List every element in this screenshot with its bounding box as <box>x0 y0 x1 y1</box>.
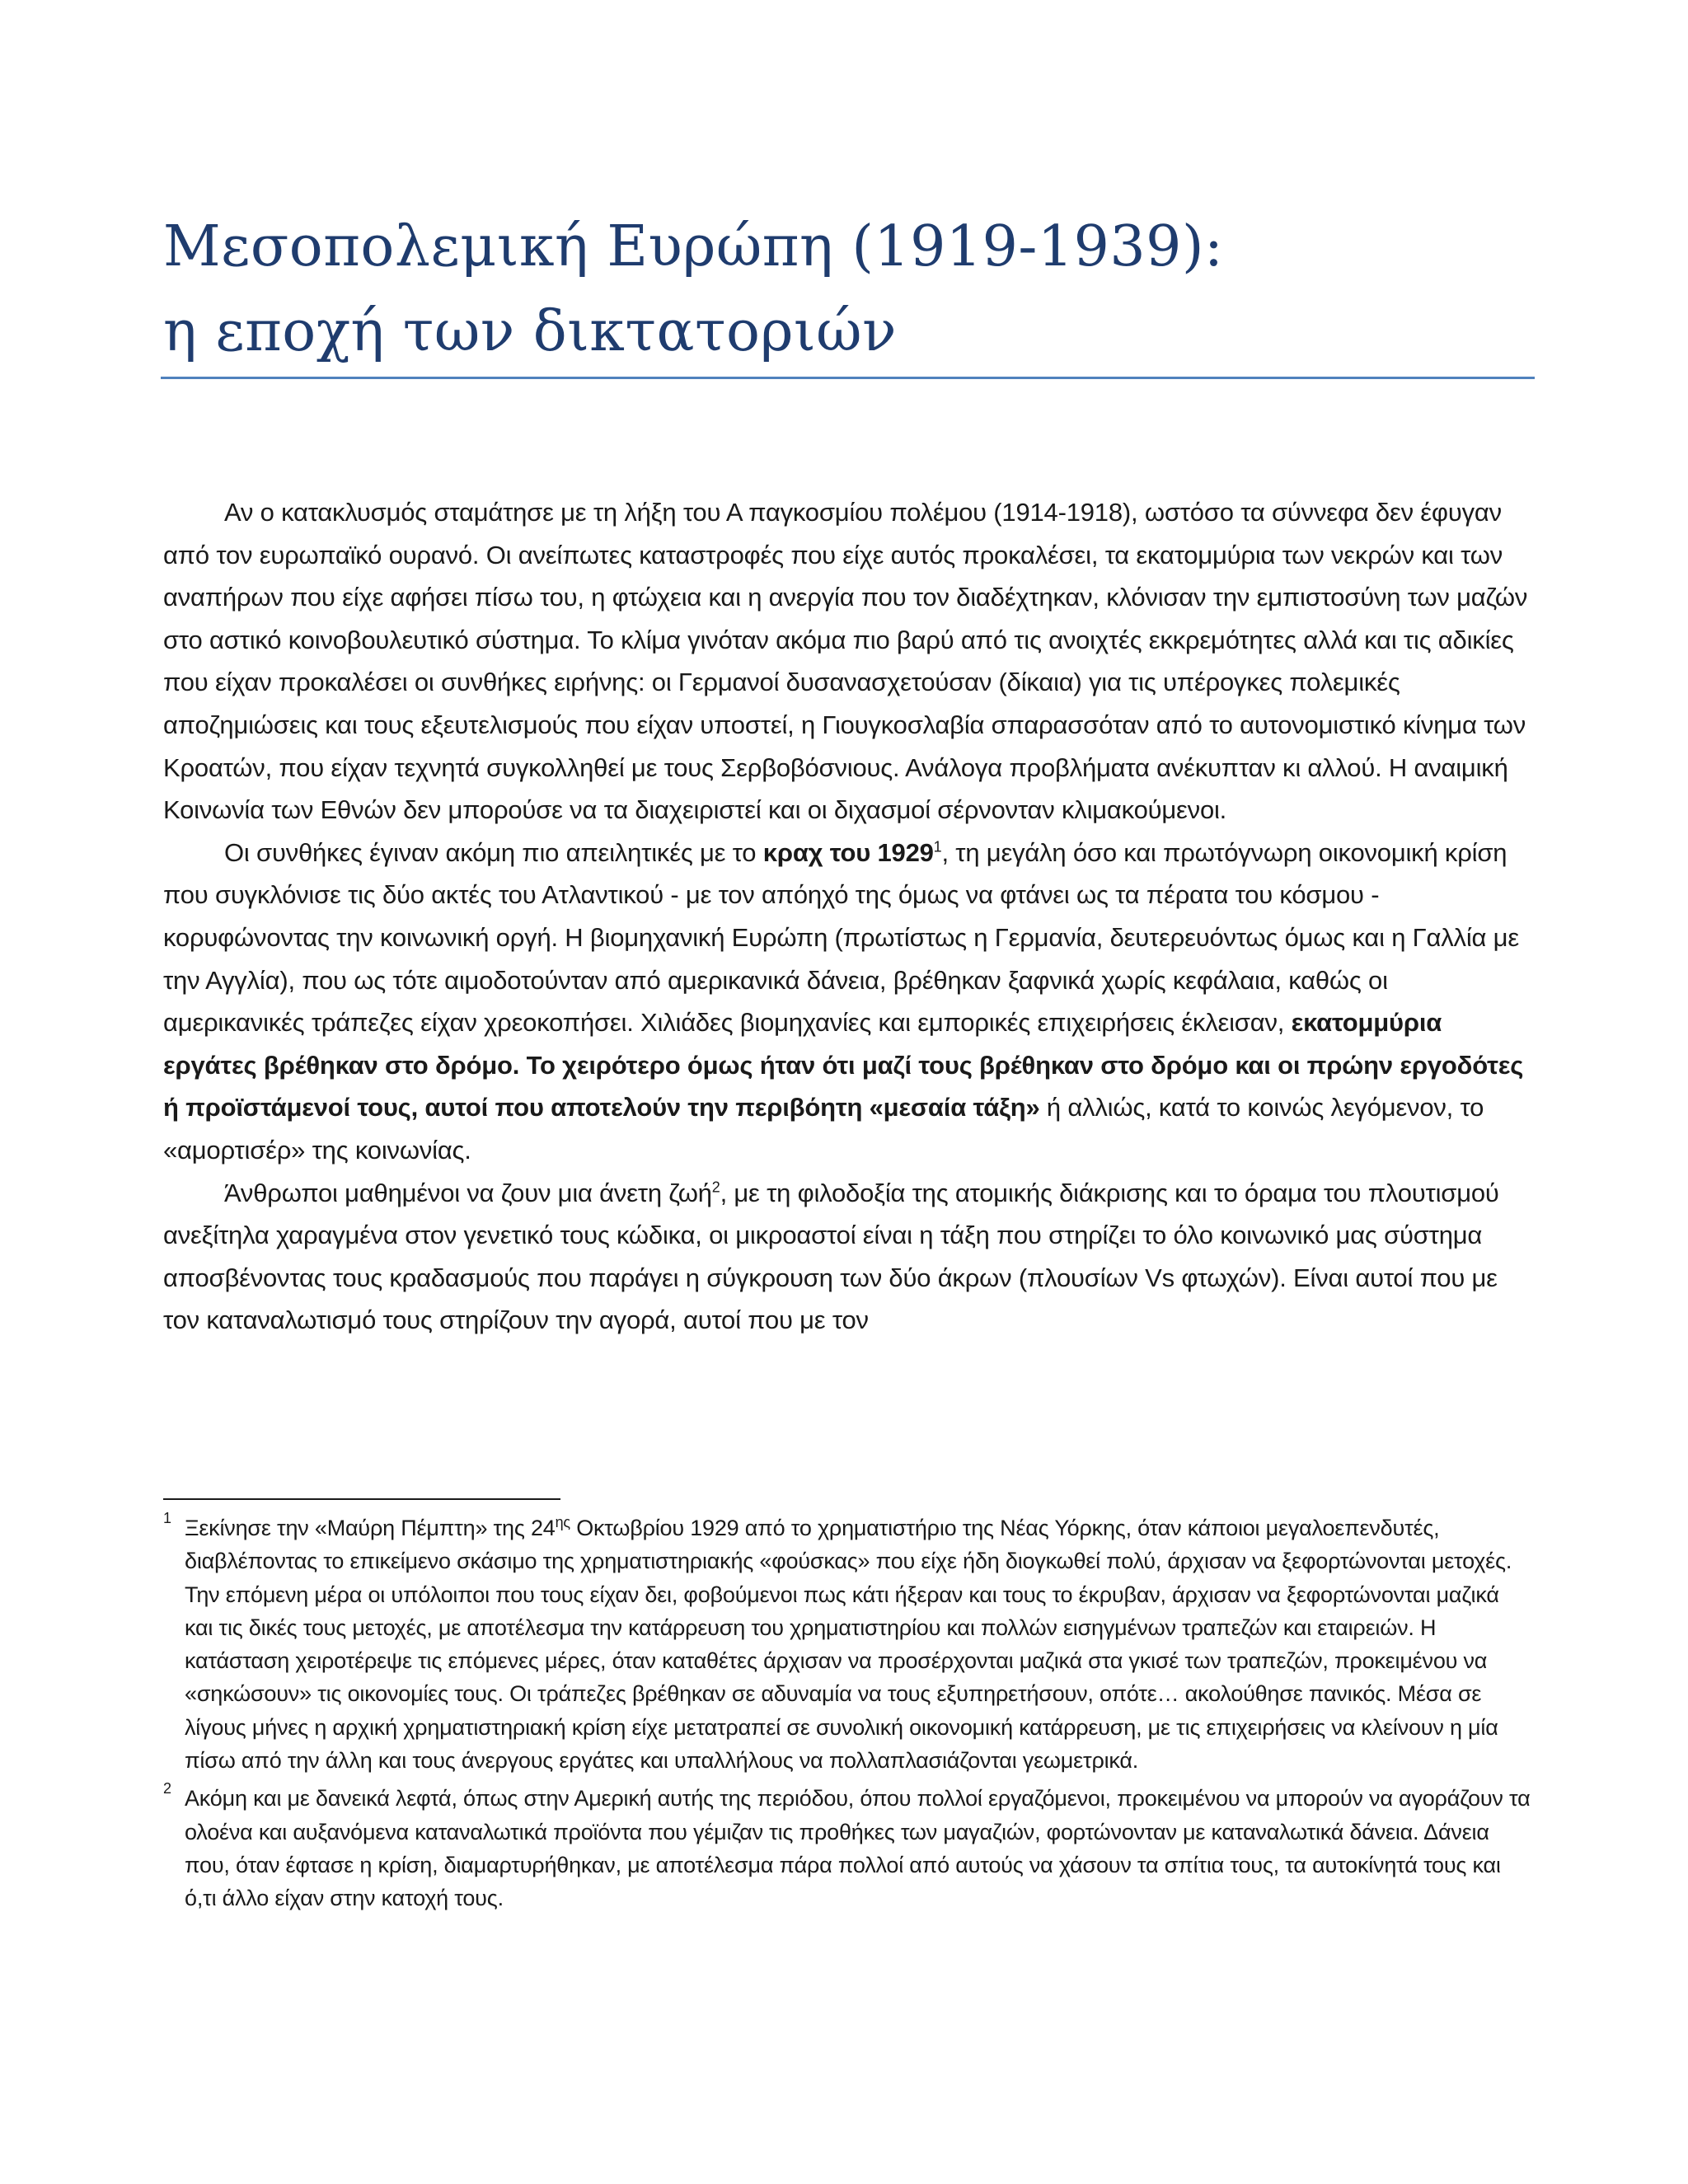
title-line-2: η εποχή των δικτατοριών <box>163 299 897 364</box>
footnote-separator <box>163 1498 560 1500</box>
title-line-1: Μεσοπολεμική Ευρώπη (1919-1939): <box>163 214 1224 279</box>
footnote-ref-2[interactable]: 2 <box>711 1179 720 1196</box>
footnote-ref-1[interactable]: 1 <box>933 838 942 855</box>
paragraph-1-text: Αν ο κατακλυσμός σταμάτησε με τη λήξη του Α παγκοσμίου πολέμου (1914-1918), ωστόσο τα σύννεφα δεν έφυγαν από τον ευρωπαϊκό ουρανό. Οι ανείπωτες καταστροφές που είχε αυτός προκαλέσει, τα εκατομμύρια των νεκρών και των αναπήρων που είχε αφήσει πίσω του, η φτώχεια και η ανεργία που τον διαδέχτηκαν, κλόνισαν την εμπιστοσύνη των μαζών στο αστικό κοινοβουλευτικό σύστημα. Το κλίμα γινόταν ακόμα πιο βαρύ από τις ανοιχτές εκκρεμότητες αλλά και τις αδικίες που είχαν προκαλέσει οι συνθήκες ειρήνης: οι Γερμανοί δυσανασχετούσαν (δίκαια) για τις υπέρογκες πολεμικές αποζημιώσεις και τους εξευτελισμούς που είχαν υποστεί, η Γιουγκοσλαβία σπαρασσόταν από το αυτονομιστικό κίνημα των Κροατών, που είχαν τεχνητά συγκολληθεί με τους Σερβοβόσνιους. Ανάλογα προβλήματα ανέκυπταν κι αλλού. Η αναιμική Κοινωνία των Εθνών δεν μπορούσε να τα διαχειριστεί και οι διχασμοί σέρνονταν κλιμακούμενοι. <box>163 498 1528 825</box>
title-block <box>163 204 1533 374</box>
paragraph-2-text-a: Οι συνθήκες έγιναν ακόμη πιο απειλητικές με το <box>224 837 763 867</box>
page-title <box>163 204 1533 374</box>
footnote-1-mark: 1 <box>163 1510 171 1526</box>
footnote-1-text-a: Ξεκίνησε την «Μαύρη Πέμπτη» της 24 <box>185 1516 556 1540</box>
footnote-2-text: Ακόμη και με δανεικά λεφτά, όπως στην Αμερική αυτής της περιόδου, όπου πολλοί εργαζόμενοι, προκειμένου να μπορούν να αγοράζουν τα ολοένα και αυξανόμενα καταναλωτικά προϊόντα που γέμιζαν τις προθήκες των μαγαζιών, φορτώνονταν με καταναλωτικά δάνεια. Δάνεια που, όταν έφτασε η κρίση, διαμαρτυρήθηκαν, με αποτέλεσμα πάρα πολλοί από αυτούς να χάσουν τα σπίτια τους, τα αυτοκίνητά τους και ό,τι άλλο είχαν στην κατοχή τους. <box>185 1786 1531 1911</box>
footnote-1 <box>163 1511 1533 1777</box>
paragraph-1 <box>163 491 1533 832</box>
paragraph-3 <box>163 1172 1533 1342</box>
paragraph-2-bold-middle-class: εκατομμύρια εργάτες βρέθηκαν στο δρόμο. Το χειρότερο όμως ήταν ότι μαζί τους βρέθηκαν στο δρόμο και οι πρώην εργοδότες ή προϊστάμενοί τους, αυτοί που αποτελούν την περιβόητη «μεσαία τάξη» <box>163 1008 1524 1122</box>
footnote-2-mark: 2 <box>163 1780 171 1797</box>
paragraph-2-text-e: ή αλλιώς, κατά το κοινώς λεγόμενον, το «αμορτισέρ» της κοινωνίας. <box>163 1093 1484 1165</box>
paragraph-2 <box>163 832 1533 1172</box>
paragraph-2-text-c: , τη μεγάλη όσο και πρωτόγνωρη οικονομική κρίση που συγκλόνισε τις δύο ακτές του Ατλαντικού - με τον απόηχό της όμως να φτάνει ως τα πέρατα του κόσμου - κορυφώνοντας την κοινωνική οργή. Η βιομηχανική Ευρώπη (πρωτίστως η Γερμανία, δευτερευόντως όμως και η Γαλλία με την Αγγλία), που ως τότε αιμοδοτούνταν από αμερικανικά δάνεια, βρέθηκαν ξαφνικά χωρίς κεφάλαια, καθώς οι αμερικανικές τράπεζες είχαν χρεοκοπήσει. Χιλιάδες βιομηχανίες και εμπορικές επιχειρήσεις έκλεισαν, <box>163 837 1519 1038</box>
footnotes <box>163 1511 1533 1920</box>
footnote-1-text-b: Οκτωβρίου 1929 από το χρηματιστήριο της Νέας Υόρκης, όταν κάποιοι μεγαλοεπενδυτές, διαβλέποντας το επικείμενο σκάσιμο της χρηματιστηριακής «φούσκας» που είχε ήδη διογκωθεί πολύ, άρχισαν να ξεφορτώνονται μετοχές. Την επόμενη μέρα οι υπόλοιποι που τους είχαν δει, φοβούμενοι πως κάτι ήξεραν και τους το έκρυβαν, άρχισαν να ξεφορτώνονται μαζικά και τις δικές τους μετοχές, με αποτέλεσμα την κατάρρευση του χρηματιστηρίου και πολλών εισηγμένων τραπεζών και εταιρειών. Η κατάσταση χειροτέρεψε τις επόμενες μέρες, όταν καταθέτες άρχισαν να προσέρχονται μαζικά στα γκισέ των τραπεζών, προκειμένου να «σηκώσουν» τις οικονομίες τους. Οι τράπεζες βρέθηκαν σε αδυναμία να τους εξυπηρετήσουν, οπότε… ακολούθησε πανικός. Μέσα σε λίγους μήνες η αρχική χρηματιστηριακή κρίση είχε μετατραπεί σε συνολική οικονομική κατάρρευση, με τις επιχειρήσεις να κλείνουν η μία πίσω από την άλλη και τους άνεργους εργάτες και υπαλλήλους να πολλαπλασιάζονται γεωμετρικά. <box>185 1516 1512 1774</box>
paragraph-3-text-a: Άνθρωποι μαθημένοι να ζουν μια άνετη ζωή <box>224 1178 712 1207</box>
footnote-1-ordinal: ης <box>555 1514 570 1530</box>
paragraph-2-bold-crash: κραχ του 1929 <box>762 837 934 867</box>
footnote-2 <box>163 1782 1533 1915</box>
title-underline <box>161 377 1535 379</box>
paragraph-3-text-b: , με τη φιλοδοξία της ατομικής διάκρισης και το όραμα του πλουτισμού ανεξίτηλα χαραγμένα στον γενετικό τους κώδικα, οι μικροαστοί είναι η τάξη που στηρίζει το όλο κοινωνικό μας σύστημα αποσβένοντας τους κραδασμούς που παράγει η σύγκρουση των δύο άκρων (πλουσίων Vs φτωχών). Είναι αυτοί που με τον καταναλωτισμό τους στηρίζουν την αγορά, αυτοί που με τον <box>163 1178 1499 1335</box>
body-text <box>163 491 1533 1342</box>
